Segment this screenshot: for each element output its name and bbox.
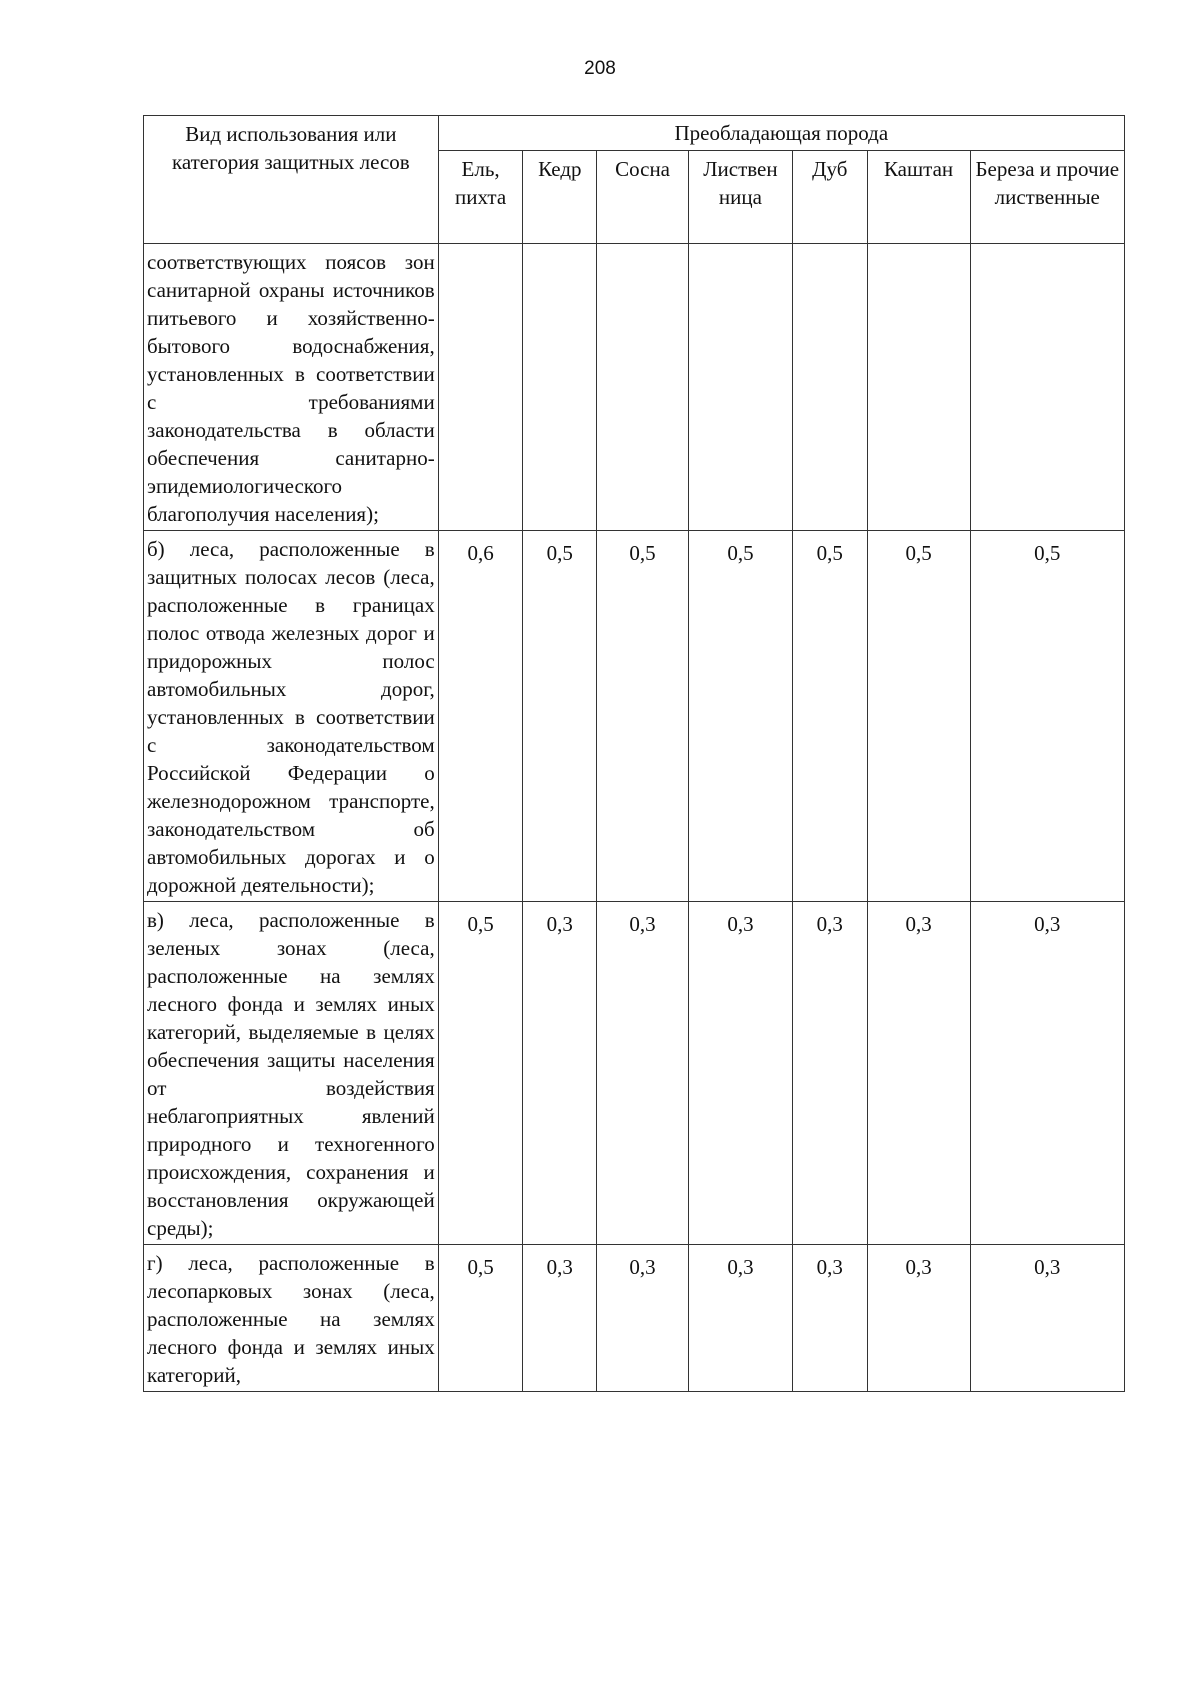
row-value: 0,5 bbox=[438, 902, 523, 1245]
dominant-species-header: Преобладающая порода bbox=[438, 116, 1124, 151]
row-value: 0,3 bbox=[970, 902, 1124, 1245]
row-value: 0,3 bbox=[523, 1245, 597, 1392]
species-header-oak: Дуб bbox=[792, 151, 867, 244]
species-header-pine: Сосна bbox=[597, 151, 689, 244]
row-value: 0,6 bbox=[438, 531, 523, 902]
table-row bbox=[144, 244, 1125, 531]
species-header-spruce-fir: Ель, пихта bbox=[438, 151, 523, 244]
row-value: 0,5 bbox=[792, 531, 867, 902]
row-description: соответствующих поясов зон санитарной охраны источников питьевого и хозяйственно-бытового водоснабжения, установленных в соответствии с требованиями законодательства в области обеспечения санитарно-эпидемиологического благополучия населения); bbox=[144, 244, 439, 531]
row-value: 0,3 bbox=[688, 1245, 792, 1392]
row-description: г) леса, расположенные в лесопарковых зонах (леса, расположенные на землях лесного фонда и землях иных категорий, bbox=[144, 1245, 439, 1392]
row-value: 0,3 bbox=[970, 1245, 1124, 1392]
table-row bbox=[144, 531, 1125, 902]
page-number: 208 bbox=[584, 58, 616, 79]
species-header-cedar: Кедр bbox=[523, 151, 597, 244]
row-value: 0,5 bbox=[688, 531, 792, 902]
table-row bbox=[144, 902, 1125, 1245]
species-header-birch-other: Береза и прочие лиственные bbox=[970, 151, 1124, 244]
row-value: 0,3 bbox=[597, 902, 689, 1245]
row-value: 0,3 bbox=[792, 1245, 867, 1392]
row-value bbox=[867, 244, 970, 531]
species-header-chestnut: Каштан bbox=[867, 151, 970, 244]
row-value bbox=[970, 244, 1124, 531]
row-value: 0,5 bbox=[523, 531, 597, 902]
row-value: 0,5 bbox=[970, 531, 1124, 902]
row-value: 0,3 bbox=[597, 1245, 689, 1392]
row-value: 0,3 bbox=[792, 902, 867, 1245]
protective-forests-table bbox=[143, 115, 1125, 1392]
usage-category-header: Вид использования или категория защитных лесов bbox=[144, 116, 439, 244]
row-value bbox=[597, 244, 689, 531]
row-value bbox=[688, 244, 792, 531]
row-value bbox=[438, 244, 523, 531]
row-value: 0,5 bbox=[867, 531, 970, 902]
table-row bbox=[144, 1245, 1125, 1392]
row-value: 0,3 bbox=[867, 902, 970, 1245]
row-value: 0,3 bbox=[867, 1245, 970, 1392]
row-description: б) леса, расположенные в защитных полосах лесов (леса, расположенные в границах полос отвода железных дорог и придорожных полос автомобильных дорог, установленных в соответствии с законодательством Российской Федерации о железнодорожном транспорте, законодательством об автомобильных дорогах и о дорожной деятельности); bbox=[144, 531, 439, 902]
row-value: 0,3 bbox=[688, 902, 792, 1245]
row-value: 0,3 bbox=[523, 902, 597, 1245]
species-header-larch: Листвен ница bbox=[688, 151, 792, 244]
row-value: 0,5 bbox=[438, 1245, 523, 1392]
row-value: 0,5 bbox=[597, 531, 689, 902]
row-value bbox=[792, 244, 867, 531]
row-value bbox=[523, 244, 597, 531]
header-row-1 bbox=[144, 116, 1125, 151]
row-description: в) леса, расположенные в зеленых зонах (леса, расположенные на землях лесного фонда и землях иных категорий, выделяемые в целях обеспечения защиты населения от воздействия неблагоприятных явлений природного и техногенного происхождения, сохранения и восстановления окружающей среды); bbox=[144, 902, 439, 1245]
